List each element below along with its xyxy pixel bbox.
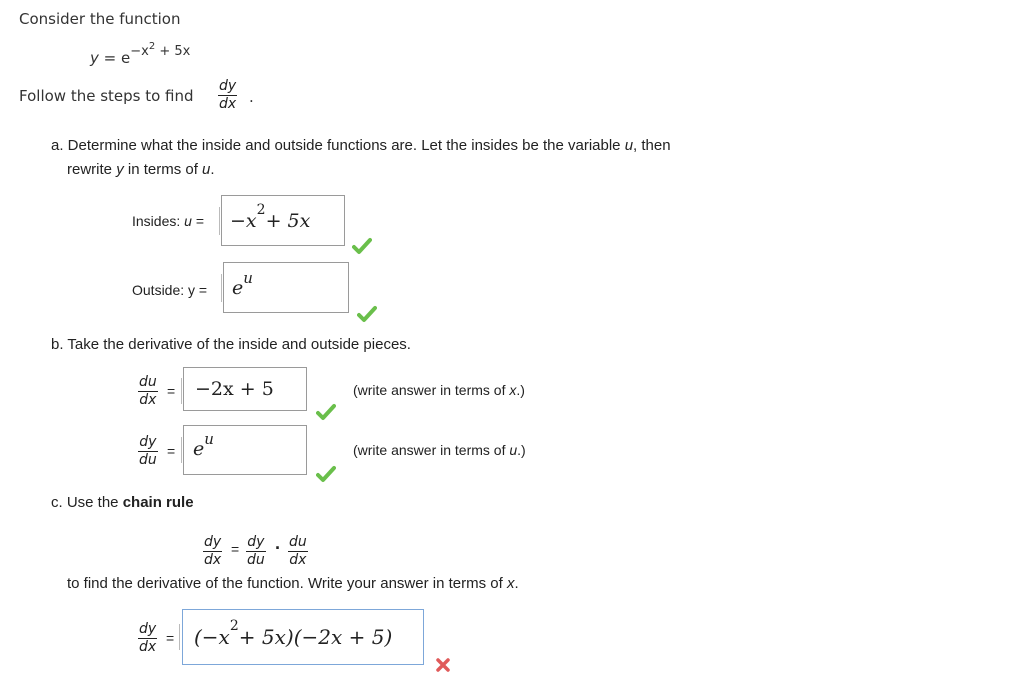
dy-du-answer-box[interactable] xyxy=(183,425,307,475)
du-dx-hint-var: x xyxy=(509,382,517,398)
final-fraction xyxy=(138,621,157,656)
part-b-heading: b. Take the derivative of the inside and outside pieces. xyxy=(51,336,411,353)
dy-du-check-icon xyxy=(316,465,336,483)
chain-eq: = xyxy=(231,541,240,557)
insides-answer-part1: −x xyxy=(230,209,257,232)
du-dx-fraction xyxy=(138,374,158,409)
function-exponent-part2: + 5x xyxy=(155,44,191,59)
part-a-line1-pre: a. Determine what the inside and outside functions are. Let the insides be the variable xyxy=(51,137,625,154)
insides-check-icon xyxy=(352,237,372,255)
function-display xyxy=(90,41,191,67)
du-dx-answer: −2x + 5 xyxy=(195,378,274,400)
dy-du-den: du xyxy=(139,452,157,468)
part-a-line2-post: . xyxy=(210,161,215,178)
du-dx-eq: = xyxy=(167,383,176,399)
chain-lhs-fraction xyxy=(203,534,222,569)
part-c-heading xyxy=(51,494,194,511)
outside-check-icon xyxy=(357,305,377,323)
dy-du-hint-post: .) xyxy=(517,442,526,458)
function-eq: = xyxy=(103,49,117,67)
final-eq: = xyxy=(166,630,175,646)
du-dx-divider xyxy=(181,378,182,404)
dy-du-fraction xyxy=(138,434,158,469)
part-c-instruction-var: x xyxy=(506,575,515,592)
dy-du-hint-pre: (write answer in terms of xyxy=(353,442,510,458)
intro-title: Consider the function xyxy=(19,10,181,28)
outside-answer-box[interactable] xyxy=(223,262,349,313)
part-a-line2-var-u: u xyxy=(202,161,211,178)
function-exponent-part1: −x xyxy=(130,44,149,59)
du-dx-den: dx xyxy=(139,392,157,408)
final-answer-part2: + 5x)(−2x + 5) xyxy=(238,625,393,649)
insides-answer-square: 2 xyxy=(256,201,266,218)
function-lhs: y xyxy=(90,49,99,67)
insides-label xyxy=(132,213,204,229)
insides-label-eq: = xyxy=(191,213,205,229)
dy-du-answer-base: e xyxy=(193,438,205,460)
part-a-line1-var: u xyxy=(624,137,634,154)
chain-factor1-den: du xyxy=(247,552,265,568)
outside-answer-base: e xyxy=(232,277,244,299)
outside-label: Outside: y = xyxy=(132,282,208,298)
chain-lhs-num: dy xyxy=(204,534,222,550)
steps-frac-num: dy xyxy=(219,78,237,94)
insides-divider xyxy=(219,207,220,235)
du-dx-hint-pre: (write answer in terms of xyxy=(353,382,510,398)
steps-fraction xyxy=(218,78,237,113)
insides-label-text: Insides: xyxy=(132,213,185,229)
part-a-line2-pre: rewrite xyxy=(67,161,117,178)
du-dx-hint-post: .) xyxy=(516,382,525,398)
final-answer-box[interactable] xyxy=(182,609,424,665)
outside-divider xyxy=(221,274,222,302)
final-divider xyxy=(179,624,180,650)
part-a-line1 xyxy=(51,137,671,154)
part-a-line2 xyxy=(67,161,215,178)
part-c-instruction-post: . xyxy=(514,575,519,592)
steps-text: Follow the steps to find xyxy=(19,87,194,105)
chain-factor2-num: du xyxy=(289,534,307,550)
dy-du-eq: = xyxy=(167,443,176,459)
part-a-line2-mid: in terms of xyxy=(123,161,203,178)
steps-end: . xyxy=(249,88,254,106)
final-den: dx xyxy=(139,639,157,655)
du-dx-answer-box[interactable] xyxy=(183,367,307,411)
insides-label-var: u xyxy=(184,213,192,229)
final-answer-part1: (−x xyxy=(194,625,230,649)
part-c-heading-bold: chain rule xyxy=(122,494,194,511)
du-dx-num: du xyxy=(139,374,157,390)
chain-factor1-num: dy xyxy=(247,534,265,550)
du-dx-hint xyxy=(353,382,525,398)
insides-answer-part2: + 5x xyxy=(265,209,311,232)
part-a-line2-var-y: y xyxy=(116,161,124,178)
final-num: dy xyxy=(139,621,157,637)
outside-answer-exponent: u xyxy=(243,269,253,287)
chain-lhs-den: dx xyxy=(204,552,222,568)
dy-du-hint xyxy=(353,442,526,458)
part-c-instruction-pre: to find the derivative of the function. Write your answer in terms of xyxy=(67,575,507,592)
part-a-line1-post: , then xyxy=(633,137,671,154)
part-c-instruction xyxy=(67,575,519,592)
dy-du-num: dy xyxy=(139,434,157,450)
chain-factor1-fraction xyxy=(246,534,266,569)
insides-answer-box[interactable] xyxy=(221,195,345,246)
part-c-heading-pre: c. Use the xyxy=(51,494,123,511)
final-answer-square: 2 xyxy=(229,618,239,634)
dy-du-answer-exponent: u xyxy=(204,430,214,448)
function-exponent-square: 2 xyxy=(148,41,156,52)
dy-du-hint-var: u xyxy=(509,442,518,458)
chain-factor2-fraction xyxy=(288,534,308,569)
function-base: e xyxy=(121,49,131,67)
chain-factor2-den: dx xyxy=(289,552,307,568)
chain-dot: · xyxy=(275,538,281,558)
dy-du-divider xyxy=(181,437,182,463)
final-cross-icon xyxy=(435,657,451,673)
du-dx-check-icon xyxy=(316,403,336,421)
steps-frac-den: dx xyxy=(219,96,237,112)
